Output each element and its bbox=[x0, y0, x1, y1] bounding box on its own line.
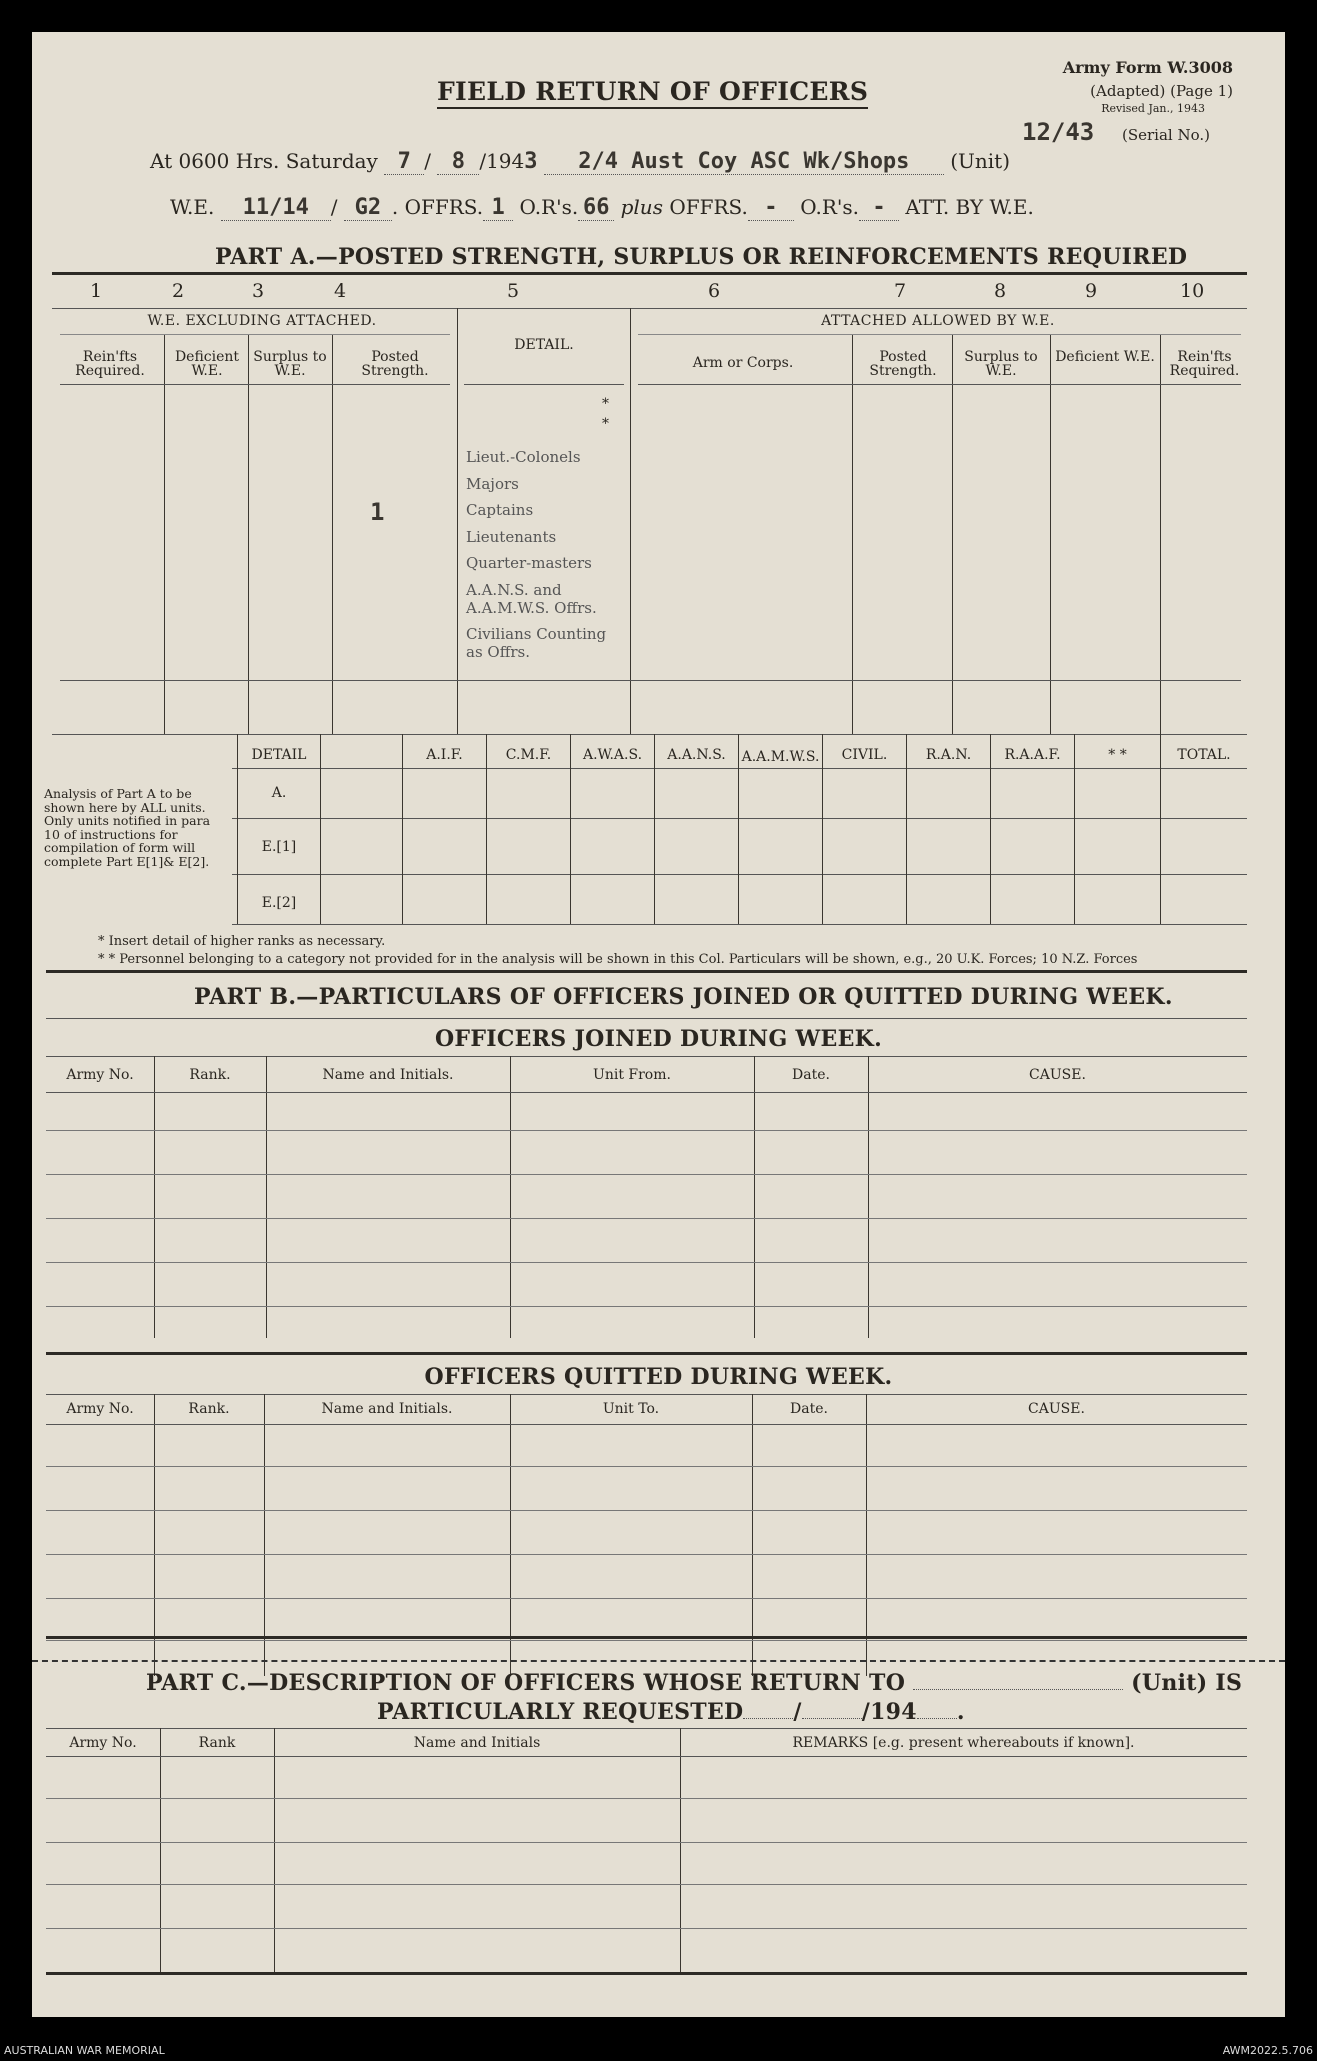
joined-cause-header: CAUSE. bbox=[1029, 1067, 1086, 1083]
joined-unit-from-header: Unit From. bbox=[593, 1067, 671, 1083]
analysis-ran-header: R.A.N. bbox=[925, 747, 972, 763]
analysis-row-e2: E.[2] bbox=[261, 895, 297, 911]
month-field[interactable]: 8 bbox=[437, 149, 479, 175]
quitted-date-header: Date. bbox=[790, 1401, 828, 1417]
col-number-10: 10 bbox=[1180, 280, 1205, 302]
we-label: W.E. bbox=[170, 195, 215, 219]
part-a-column-numbers bbox=[52, 280, 1247, 304]
footnote-higher-ranks: * Insert detail of higher ranks as necessary. bbox=[98, 934, 386, 949]
footnote-other-category: * * Personnel belonging to a category not provided for in the analysis will be shown in this Col. Particulars will be shown, e.g., 20 U.K. Forces; 10 N.Z. Forces bbox=[98, 952, 1138, 967]
analysis-row-a: A. bbox=[271, 785, 287, 801]
ors-label: O.R's. bbox=[519, 195, 579, 219]
part-c-day-field[interactable] bbox=[743, 1718, 793, 1719]
col-number-8: 8 bbox=[994, 280, 1007, 302]
part-c-rank-header: Rank bbox=[198, 1735, 236, 1751]
col-number-5: 5 bbox=[507, 280, 520, 302]
unit-field[interactable]: 2/4 Aust Coy ASC Wk/Shops bbox=[544, 149, 944, 175]
offrs-field[interactable]: 1 bbox=[483, 195, 513, 221]
day-field[interactable]: 7 bbox=[384, 149, 424, 175]
col-number-3: 3 bbox=[252, 280, 265, 302]
year-printed: 194 bbox=[486, 149, 525, 173]
attached-offrs-field[interactable]: - bbox=[748, 195, 794, 221]
part-c-name-header: Name and Initials bbox=[413, 1735, 541, 1751]
year-typed[interactable]: 3 bbox=[524, 149, 538, 174]
col-number-2: 2 bbox=[172, 280, 185, 302]
col-number-4: 4 bbox=[334, 280, 347, 302]
col-number-9: 9 bbox=[1085, 280, 1098, 302]
footer-accession: AWM2022.5.706 bbox=[1222, 2044, 1313, 2057]
date-prefix: At 0600 Hrs. Saturday bbox=[150, 149, 378, 173]
analysis-cmf-header: C.M.F. bbox=[505, 747, 552, 763]
rank-captains: Captains bbox=[466, 501, 534, 519]
part-c-army-no-header: Army No. bbox=[69, 1735, 137, 1751]
serial-number-value: 12/43 bbox=[1022, 118, 1095, 146]
analysis-note: Analysis of Part A to be shown here by ALL units. Only units notified in para 10 of instructions for compilation of form will complete Part E[1]& E[2]. bbox=[44, 786, 211, 869]
war-establishment-line: W.E. 11/14 / G2 . OFFRS. 1 O.R's. 66 plus OFFRS. - O.R's. - ATT. BY W.E. bbox=[170, 195, 1034, 220]
rank-aans-aamws: A.A.N.S. and A.A.M.W.S. Offrs. bbox=[466, 580, 597, 617]
part-b-title: PART B.—PARTICULARS OF OFFICERS JOINED OR QUITTED DURING WEEK. bbox=[194, 984, 1173, 1010]
rank-list bbox=[466, 444, 626, 661]
revised-note: Revised Jan., 1943 bbox=[1101, 102, 1205, 115]
joined-army-no-header: Army No. bbox=[66, 1067, 134, 1083]
footer-institution: AUSTRALIAN WAR MEMORIAL bbox=[4, 2044, 165, 2057]
quitted-cause-header: CAUSE. bbox=[1028, 1401, 1085, 1417]
analysis-awas-header: A.W.A.S. bbox=[582, 747, 643, 763]
quitted-rank-header: Rank. bbox=[188, 1401, 230, 1417]
tear-line bbox=[32, 1660, 1285, 1662]
serial-number-label: (Serial No.) bbox=[1122, 126, 1210, 144]
analysis-total-header: TOTAL. bbox=[1177, 747, 1231, 763]
part-c-title-line2: PARTICULARLY REQUESTED / /194 . bbox=[377, 1699, 965, 1725]
army-form-number: Army Form W.3008 bbox=[1062, 58, 1233, 77]
col-arm-or-corps: Arm or Corps. bbox=[692, 355, 794, 371]
return-date-line: At 0600 Hrs. Saturday 7 / 8 /1943 2/4 Aust Coy ASC Wk/Shops (Unit) bbox=[150, 149, 1011, 174]
part-c-month-field[interactable] bbox=[802, 1718, 862, 1719]
analysis-row-e1: E.[1] bbox=[261, 839, 297, 855]
we-excluding-attached-header: W.E. EXCLUDING ATTACHED. bbox=[147, 313, 377, 329]
col-attached-deficient: Deficient W.E. bbox=[1055, 349, 1155, 365]
col-deficient-we: Deficient W.E. bbox=[174, 349, 240, 379]
analysis-aamws-header: A.A.M.W.S. bbox=[741, 749, 820, 765]
adapted-note: (Adapted) (Page 1) bbox=[1090, 82, 1233, 100]
part-c-unit-field[interactable] bbox=[913, 1689, 1123, 1690]
col-number-1: 1 bbox=[90, 280, 103, 302]
analysis-aif-header: A.I.F. bbox=[426, 747, 463, 763]
rank-lieutenants: Lieutenants bbox=[466, 527, 557, 546]
att-by-we-label: ATT. BY W.E. bbox=[905, 195, 1034, 219]
col-number-6: 6 bbox=[708, 280, 721, 302]
quitted-army-no-header: Army No. bbox=[66, 1401, 134, 1417]
detail-header: DETAIL. bbox=[514, 337, 574, 353]
plus-label: plus bbox=[620, 195, 663, 219]
unit-label: (Unit) bbox=[950, 149, 1011, 173]
col-attached-posted-strength: Posted Strength. bbox=[869, 349, 937, 379]
analysis-aans-header: A.A.N.S. bbox=[667, 747, 726, 763]
col-surplus-to-we: Surplus to W.E. bbox=[253, 349, 327, 379]
star-marker-1: * bbox=[602, 396, 609, 412]
rank-civilians: Civilians Counting as Offrs. bbox=[466, 624, 607, 661]
col-number-7: 7 bbox=[894, 280, 907, 302]
joined-name-header: Name and Initials. bbox=[322, 1067, 454, 1083]
attached-ors-label: O.R's. bbox=[800, 195, 859, 219]
analysis-other-header: * * bbox=[1108, 747, 1127, 763]
posted-captains-value[interactable]: 1 bbox=[370, 498, 385, 526]
attached-allowed-header: ATTACHED ALLOWED BY W.E. bbox=[821, 313, 1055, 329]
joined-rank-header: Rank. bbox=[189, 1067, 231, 1083]
rank-majors: Majors bbox=[466, 474, 519, 493]
we-value-field[interactable]: 11/14 bbox=[221, 195, 331, 221]
star-marker-2: * bbox=[602, 416, 609, 432]
attached-offrs-label: OFFRS. bbox=[669, 195, 748, 219]
col-attached-surplus: Surplus to W.E. bbox=[964, 349, 1038, 379]
form-sheet bbox=[32, 32, 1285, 2017]
attached-ors-field[interactable]: - bbox=[859, 195, 899, 221]
part-c-remarks-header: REMARKS [e.g. present whereabouts if known]. bbox=[792, 1735, 1135, 1751]
joined-title: OFFICERS JOINED DURING WEEK. bbox=[434, 1026, 883, 1052]
col-reinforcements-required: Rein'fts Required. bbox=[75, 349, 145, 379]
offrs-label: OFFRS. bbox=[404, 195, 484, 219]
we-suffix-field[interactable]: G2 bbox=[344, 195, 392, 221]
rank-quarter-masters: Quarter-masters bbox=[466, 554, 592, 572]
analysis-detail-header: DETAIL bbox=[251, 747, 307, 763]
part-a-title: PART A.—POSTED STRENGTH, SURPLUS OR REINFORCEMENTS REQUIRED bbox=[215, 244, 1188, 270]
rank-lieut-colonels: Lieut.-Colonels bbox=[466, 448, 581, 466]
analysis-raaf-header: R.A.A.F. bbox=[1004, 747, 1061, 763]
part-c-year-field[interactable] bbox=[917, 1718, 957, 1719]
col-attached-reinforcements: Rein'fts Required. bbox=[1169, 349, 1240, 379]
form-title: FIELD RETURN OF OFFICERS bbox=[437, 77, 868, 109]
part-a-rule bbox=[52, 272, 1247, 275]
quitted-title: OFFICERS QUITTED DURING WEEK. bbox=[424, 1364, 893, 1390]
part-c-title-line1: PART C.—DESCRIPTION OF OFFICERS WHOSE RETURN TO (Unit) IS bbox=[146, 1670, 1243, 1696]
joined-date-header: Date. bbox=[792, 1067, 830, 1083]
quitted-unit-to-header: Unit To. bbox=[602, 1401, 660, 1417]
col-posted-strength: Posted Strength. bbox=[361, 349, 429, 379]
analysis-civil-header: CIVIL. bbox=[841, 747, 888, 763]
quitted-name-header: Name and Initials. bbox=[321, 1401, 453, 1417]
ors-field[interactable]: 66 bbox=[578, 195, 614, 221]
